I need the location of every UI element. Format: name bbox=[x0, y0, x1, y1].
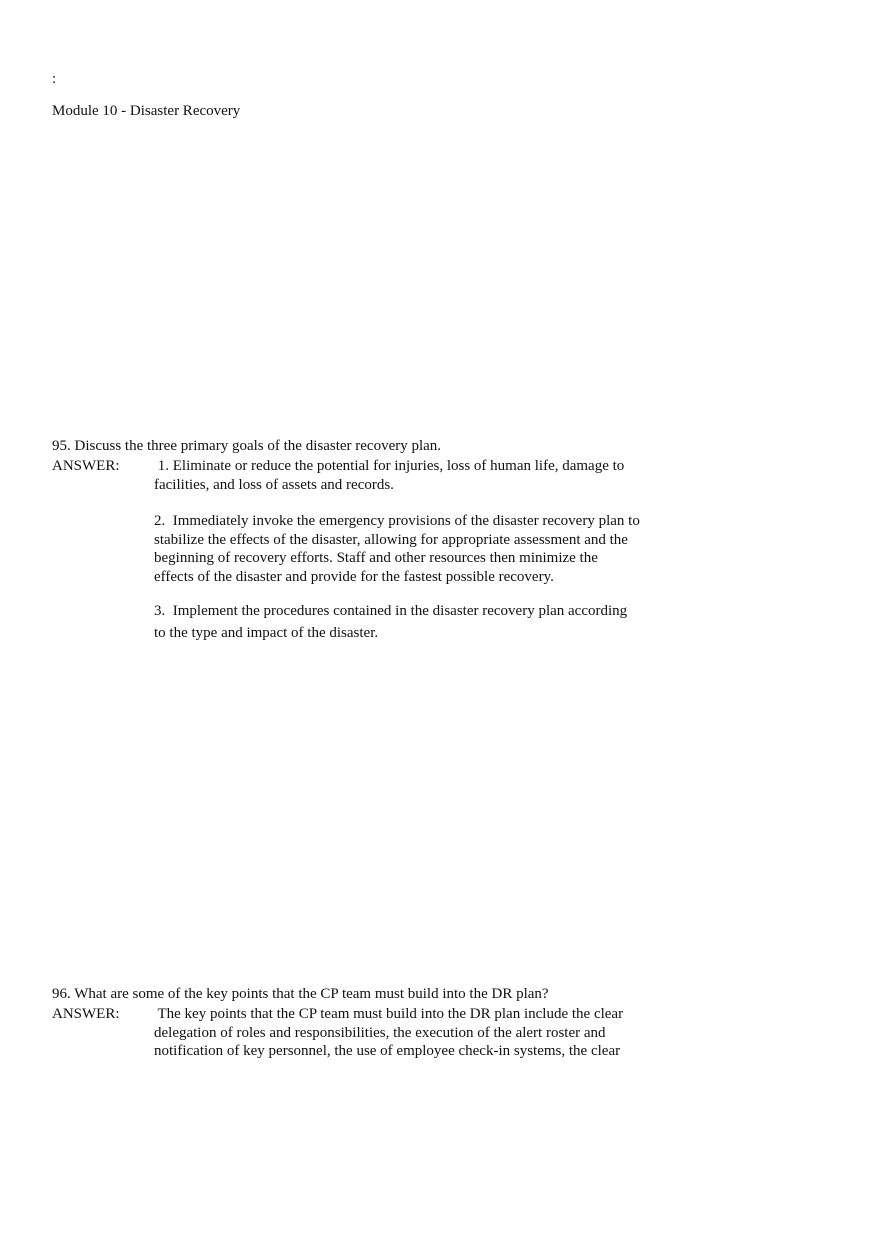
answer-line: effects of the disaster and provide for the fastest possible recovery. bbox=[154, 568, 554, 585]
answer-95-goal-1 bbox=[154, 457, 694, 494]
answer-line: beginning of recovery efforts. Staff and other resources then minimize the bbox=[154, 550, 598, 566]
answer-line: stabilize the effects of the disaster, allowing for appropriate assessment and the bbox=[154, 531, 628, 548]
answer-label-96: ANSWER: bbox=[52, 1006, 120, 1022]
answer-95-goal-2 bbox=[154, 512, 694, 586]
answer-label-95: ANSWER: bbox=[52, 458, 120, 474]
answer-line: delegation of roles and responsibilities, the execution of the alert roster and bbox=[154, 1024, 606, 1041]
answer-line: to the type and impact of the disaster. bbox=[154, 624, 379, 641]
answer-line: facilities, and loss of assets and records. bbox=[154, 476, 394, 493]
answer-line: 2. Immediately invoke the emergency provisions of the disaster recovery plan to bbox=[154, 513, 640, 529]
question-95: 95. Discuss the three primary goals of the disaster recovery plan. bbox=[52, 438, 442, 454]
answer-line: notification of key personnel, the use of employee check-in systems, the clear bbox=[154, 1043, 621, 1059]
module-title: Module 10 - Disaster Recovery bbox=[52, 103, 241, 119]
question-96: 96. What are some of the key points that the CP team must build into the DR plan? bbox=[52, 986, 549, 1002]
page-colon: : bbox=[52, 71, 57, 87]
answer-95-goal-3 bbox=[154, 602, 694, 642]
answer-line: 3. Implement the procedures contained in the disaster recovery plan according bbox=[154, 603, 628, 619]
answer-line: The key points that the CP team must build into the DR plan include the clear bbox=[154, 1006, 624, 1022]
answer-96 bbox=[154, 1005, 694, 1061]
answer-line: 1. Eliminate or reduce the potential for injuries, loss of human life, damage to bbox=[154, 458, 625, 474]
